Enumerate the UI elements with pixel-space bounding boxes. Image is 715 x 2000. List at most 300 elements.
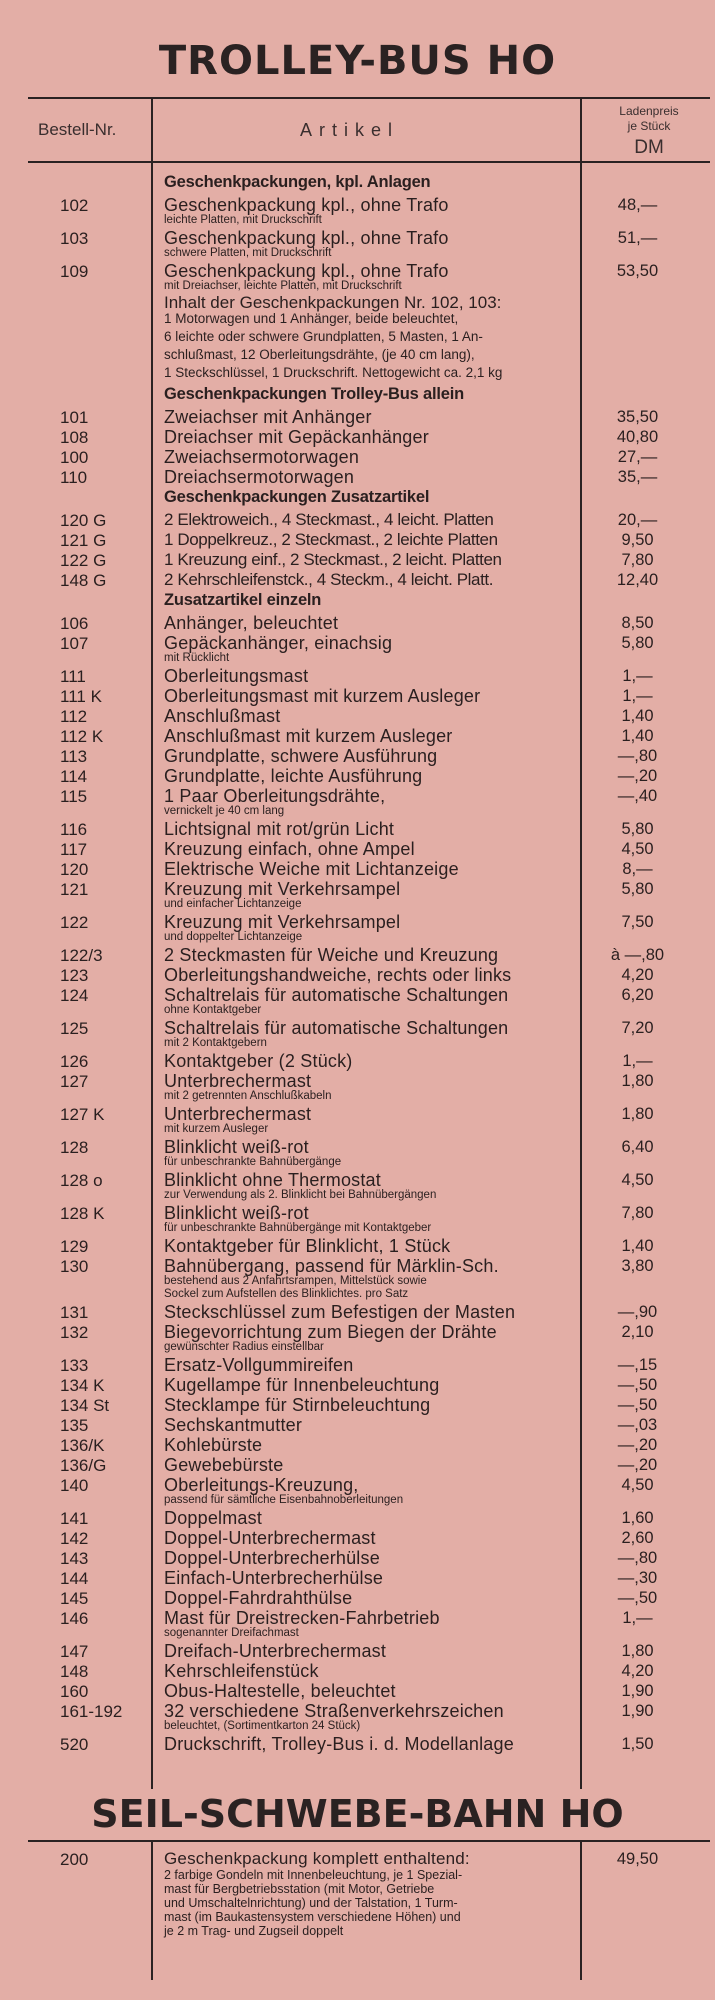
article-subtext-row [0, 1288, 715, 1301]
table-row [0, 1660, 715, 1680]
price: 8,50 [621, 614, 654, 632]
article-text: Sechskantmutter [164, 1415, 303, 1435]
article-subtext-row [0, 1627, 715, 1640]
article-subtext: Sockel zum Aufstellen des Blinklichtes. pro Satz [164, 1288, 409, 1300]
price: 1,— [622, 687, 653, 705]
article-subtext-row [0, 805, 715, 818]
table-row [0, 1474, 715, 1494]
article-subtext: gewünschter Radius einstellbar [164, 1341, 324, 1353]
order-number: 127 K [60, 1105, 105, 1124]
price: 4,20 [621, 1662, 654, 1680]
table-row [0, 1700, 715, 1720]
table-row [0, 1848, 715, 1868]
order-number: 141 [60, 1509, 89, 1528]
price: 1,— [622, 1052, 653, 1070]
table-row [0, 1255, 715, 1275]
order-number: 144 [60, 1569, 89, 1588]
price: 1,— [622, 667, 653, 685]
article-text: Biegevorrichtung zum Biegen der Drähte [164, 1322, 497, 1342]
order-number: 145 [60, 1589, 89, 1608]
table-row [0, 964, 715, 984]
table-row [0, 529, 715, 549]
order-number: 148 G [60, 571, 107, 590]
price: —,80 [617, 747, 658, 765]
table-row [0, 446, 715, 466]
article-text: Doppel-Unterbrechermast [164, 1528, 376, 1548]
order-number: 115 [60, 787, 88, 806]
order-number: 125 [60, 1019, 89, 1038]
table-row [0, 1527, 715, 1547]
article-text: Oberleitungsmast mit kurzem Ausleger [164, 686, 481, 706]
price: —,50 [617, 1376, 658, 1394]
article-text: 2 Kehrschleifenstck., 4 Steckm., 4 leicht. Platt. [164, 570, 494, 589]
price: 1,80 [621, 1642, 654, 1660]
contents-note: 6 leichte oder schwere Grundplatten, 5 Masten, 1 An- [164, 329, 483, 344]
table-row [0, 1454, 715, 1474]
order-number: 135 [60, 1416, 89, 1435]
table-row [0, 1640, 715, 1660]
order-number: 124 [60, 986, 89, 1005]
article-subtext-row [0, 280, 715, 293]
table-row [0, 509, 715, 529]
article-text: Doppel-Unterbrecherhülse [164, 1548, 380, 1568]
article-subtext: mit 2 getrennten Anschlußkabeln [164, 1090, 332, 1102]
order-number: 146 [60, 1609, 89, 1628]
article-text: Dreiachsermotorwagen [164, 467, 355, 487]
article-text: 1 Kreuzung einf., 2 Steckmast., 2 leicht. Platten [164, 550, 502, 569]
header-artikel: Artikel [300, 120, 400, 140]
order-number: 134 K [60, 1376, 105, 1395]
article-text: Schaltrelais für automatische Schaltungen [164, 1018, 509, 1038]
price: —,20 [617, 1456, 658, 1474]
table-row [0, 818, 715, 838]
section-heading-row [0, 589, 715, 612]
order-number: 106 [60, 614, 89, 633]
table-row [0, 1567, 715, 1587]
header-price-line1: Ladenpreis [619, 104, 679, 118]
article-text: Oberleitungshandweiche, rechts oder links [164, 965, 512, 985]
table-row [0, 1136, 715, 1156]
price: 6,20 [621, 986, 654, 1004]
order-number: 120 [60, 860, 89, 879]
order-number: 131 [60, 1303, 89, 1322]
seil-description-row [0, 1896, 715, 1910]
contents-note-row [0, 311, 715, 329]
price: 7,50 [621, 913, 654, 931]
price: 4,50 [621, 1476, 654, 1494]
article-subtext-row [0, 1341, 715, 1354]
order-number: 136/K [60, 1436, 105, 1455]
seil-description-row [0, 1868, 715, 1882]
order-number: 148 [60, 1662, 89, 1681]
article-text: Oberleitungs-Kreuzung, [164, 1475, 359, 1495]
order-number: 129 [60, 1237, 89, 1256]
seil-description-row [0, 1924, 715, 1938]
order-number: 122 [60, 913, 89, 932]
price: 20,— [617, 511, 658, 529]
price: —,20 [617, 767, 658, 785]
seil-description-row [0, 1882, 715, 1896]
order-number: 128 o [60, 1171, 103, 1190]
price: 5,80 [621, 880, 654, 898]
article-text: Gewebebürste [164, 1455, 284, 1475]
order-number: 161-192 [60, 1702, 123, 1721]
article-subtext: sogenannter Dreifachmast [164, 1627, 299, 1639]
table-row [0, 1301, 715, 1321]
article-subtext: ohne Kontaktgeber [164, 1004, 262, 1016]
article-subtext-row [0, 1720, 715, 1733]
table-row [0, 1202, 715, 1222]
seil-description-line: je 2 m Trag- und Zugseil doppelt [164, 1924, 344, 1938]
article-subtext: mit Dreiachser, leichte Platten, mit Druckschrift [164, 280, 402, 292]
article-text: Mast für Dreistrecken-Fahrbetrieb [164, 1608, 440, 1628]
order-number: 128 K [60, 1204, 105, 1223]
price: 1,60 [621, 1509, 654, 1527]
table-row [0, 765, 715, 785]
article-subtext-row [0, 214, 715, 227]
table-row [0, 1607, 715, 1627]
price: 1,90 [621, 1702, 654, 1720]
order-number: 132 [60, 1323, 89, 1342]
article-text: Zweiachsermotorwagen [164, 447, 360, 467]
header-price-currency: DM [634, 137, 664, 158]
article-subtext: für unbeschrankte Bahnübergänge [164, 1156, 342, 1168]
price: 27,— [617, 448, 658, 466]
table-row [0, 1374, 715, 1394]
article-subtext-row [0, 898, 715, 911]
header-price-line2: je Stück [627, 119, 671, 133]
order-number: 120 G [60, 511, 107, 530]
price: 48,— [617, 196, 658, 214]
table-row [0, 785, 715, 805]
contents-note: 1 Steckschlüssel, 1 Druckschrift. Nettogewicht ca. 2,1 kg [164, 365, 503, 380]
order-number: 127 [60, 1072, 89, 1091]
table-row [0, 685, 715, 705]
order-number: 101 [60, 408, 89, 427]
contents-note: Inhalt der Geschenkpackungen Nr. 102, 103: [164, 293, 502, 312]
table-row [0, 1733, 715, 1753]
price: à —,80 [610, 946, 665, 964]
article-subtext: und einfacher Lichtanzeige [164, 898, 302, 910]
price: 53,50 [616, 262, 659, 280]
section-heading-row [0, 486, 715, 509]
price: 2,60 [621, 1529, 654, 1547]
article-text: Blinklicht weiß-rot [164, 1203, 309, 1223]
table-row [0, 1434, 715, 1454]
section-heading-row [0, 383, 715, 406]
article-text: Kreuzung mit Verkehrsampel [164, 912, 401, 932]
order-number: 128 [60, 1138, 89, 1157]
table-row [0, 194, 715, 214]
price: 12,40 [616, 571, 659, 589]
seil-description-row [0, 1910, 715, 1924]
section-title-seil-schwebe-bahn: SEIL-SCHWEBE-BAHN HO [91, 1792, 624, 1836]
contents-note-row [0, 329, 715, 347]
article-subtext-row [0, 1004, 715, 1017]
price: 1,40 [621, 707, 654, 725]
price: 49,50 [616, 1850, 659, 1868]
price: 1,40 [621, 727, 654, 745]
article-text: 32 verschiedene Straßenverkehrszeichen [164, 1701, 504, 1721]
article-text: Druckschrift, Trolley-Bus i. d. Modellanlage [164, 1734, 514, 1754]
article-text: Gepäckanhänger, einachsig [164, 633, 393, 653]
article-text: Kreuzung einfach, ohne Ampel [164, 839, 415, 859]
order-number: 117 [60, 840, 88, 859]
article-text: Elektrische Weiche mit Lichtanzeige [164, 859, 459, 879]
price: —,40 [617, 787, 658, 805]
article-text: Kontaktgeber für Blinklicht, 1 Stück [164, 1236, 451, 1256]
seil-block [0, 1848, 715, 1938]
table-row [0, 426, 715, 446]
price: —,30 [617, 1569, 658, 1587]
price: —,15 [617, 1356, 658, 1374]
article-text: Dreifach-Unterbrechermast [164, 1641, 387, 1661]
article-text: Grundplatte, leichte Ausführung [164, 766, 423, 786]
price: 35,50 [616, 408, 659, 426]
contents-note-row [0, 347, 715, 365]
order-number: 114 [60, 767, 88, 786]
price: 4,20 [621, 966, 654, 984]
price: 7,80 [621, 551, 654, 569]
seil-description [0, 1868, 715, 1938]
order-number: 134 St [60, 1396, 110, 1415]
price: —,90 [617, 1303, 658, 1321]
article-text: Ersatz-Vollgummireifen [164, 1355, 354, 1375]
table-row [0, 1394, 715, 1414]
order-number: 102 [60, 196, 89, 215]
article-text: Geschenkpackung kpl., ohne Trafo [164, 228, 449, 248]
order-number: 121 G [60, 531, 107, 550]
table-row [0, 1680, 715, 1700]
article-text: Anschlußmast mit kurzem Ausleger [164, 726, 453, 746]
table-row [0, 984, 715, 1004]
order-number: 123 [60, 966, 89, 985]
table-row [0, 838, 715, 858]
article-subtext: mit Rücklicht [164, 652, 230, 664]
seil-table-top-rule [28, 1840, 710, 1842]
table-row [0, 1321, 715, 1341]
article-text: 1 Paar Oberleitungsdrähte, [164, 786, 386, 806]
article-text: Kohlebürste [164, 1435, 263, 1455]
page-title: TROLLEY-BUS HO [158, 38, 557, 84]
seil-description-line: 2 farbige Gondeln mit Innenbeleuchtung, je 1 Spezial- [164, 1868, 463, 1882]
article-text: Anschlußmast [164, 706, 281, 726]
order-number: 113 [60, 747, 88, 766]
price: 1,40 [621, 1237, 654, 1255]
table-row [0, 1507, 715, 1527]
table-row [0, 665, 715, 685]
article-text: Oberleitungsmast [164, 666, 309, 686]
order-number: 109 [60, 262, 89, 281]
price: 7,80 [621, 1204, 654, 1222]
order-number: 143 [60, 1549, 89, 1568]
price: —,50 [617, 1589, 658, 1607]
article-text: 2 Elektroweich., 4 Steckmast., 4 leicht. Platten [164, 510, 494, 529]
section-heading: Geschenkpackungen Zusatzartikel [164, 488, 430, 506]
section-heading: Geschenkpackungen, kpl. Anlagen [164, 173, 431, 191]
article-subtext-row [0, 1494, 715, 1507]
price: 1,50 [621, 1735, 654, 1753]
article-subtext: schwere Platten, mit Druckschrift [164, 247, 332, 259]
price: 5,80 [621, 820, 654, 838]
article-subtext-row [0, 1123, 715, 1136]
article-subtext: mit 2 Kontaktgebern [164, 1037, 267, 1049]
table-row [0, 878, 715, 898]
table-row [0, 1414, 715, 1434]
table-row [0, 858, 715, 878]
article-text: Kreuzung mit Verkehrsampel [164, 879, 401, 899]
section-heading: Geschenkpackungen Trolley-Bus allein [164, 385, 464, 403]
order-number: 108 [60, 428, 89, 447]
article-text: Kehrschleifenstück [164, 1661, 319, 1681]
article-text: 1 Doppelkreuz., 2 Steckmast., 2 leichte Platten [164, 530, 498, 549]
article-subtext: für unbeschrankte Bahnübergänge mit Kontaktgeber [164, 1222, 432, 1234]
table-row [0, 1050, 715, 1070]
table-row [0, 632, 715, 652]
price: —,50 [617, 1396, 658, 1414]
price: 51,— [617, 229, 658, 247]
order-number: 200 [60, 1850, 89, 1869]
order-number: 110 [60, 468, 88, 487]
article-text: Kugellampe für Innenbeleuchtung [164, 1375, 440, 1395]
order-number: 136/G [60, 1456, 107, 1475]
order-number: 100 [60, 448, 89, 467]
table-top-rule [28, 97, 710, 99]
table-row [0, 944, 715, 964]
article-subtext-row [0, 1037, 715, 1050]
price: 3,80 [621, 1257, 654, 1275]
order-number: 147 [60, 1642, 89, 1661]
table-row [0, 1169, 715, 1189]
header-bestell-nr: Bestell-Nr. [38, 120, 117, 139]
article-text: Anhänger, beleuchtet [164, 613, 339, 633]
price-list [0, 171, 715, 1753]
table-row [0, 406, 715, 426]
table-row [0, 1354, 715, 1374]
article-text: Unterbrechermast [164, 1071, 312, 1091]
article-text: Bahnübergang, passend für Märklin-Sch. [164, 1256, 499, 1276]
order-number: 130 [60, 1257, 89, 1276]
article-subtext: bestehend aus 2 Anfahrtsrampen, Mittelstück sowie [164, 1275, 427, 1287]
article-subtext: mit kurzem Ausleger [164, 1123, 269, 1135]
article-text: Zweiachser mit Anhänger [164, 407, 372, 427]
order-number: 142 [60, 1529, 89, 1548]
table-row [0, 911, 715, 931]
order-number: 133 [60, 1356, 89, 1375]
price: 4,50 [621, 840, 654, 858]
article-subtext-row [0, 1156, 715, 1169]
article-text: Stecklampe für Stirnbeleuchtung [164, 1395, 431, 1415]
price: 6,40 [621, 1138, 654, 1156]
article-text: Einfach-Unterbrecherhülse [164, 1568, 384, 1588]
price: 8,— [622, 860, 653, 878]
price: —,03 [617, 1416, 658, 1434]
article-subtext: und doppelter Lichtanzeige [164, 931, 303, 943]
table-row [0, 1235, 715, 1255]
order-number: 121 [60, 880, 89, 899]
article-text: Blinklicht weiß-rot [164, 1137, 309, 1157]
article-text: Steckschlüssel zum Befestigen der Masten [164, 1302, 516, 1322]
price: 7,20 [621, 1019, 654, 1037]
article-text: Kontaktgeber (2 Stück) [164, 1051, 353, 1071]
article-text: Doppelmast [164, 1508, 263, 1528]
article-subtext-row [0, 1222, 715, 1235]
order-number: 116 [60, 820, 88, 839]
price: —,20 [617, 1436, 658, 1454]
price: 1,90 [621, 1682, 654, 1700]
article-text: Schaltrelais für automatische Schaltungen [164, 985, 509, 1005]
price: 35,— [617, 468, 658, 486]
contents-note-row [0, 293, 715, 311]
article-subtext: leichte Platten, mit Druckschrift [164, 214, 322, 226]
table-row [0, 227, 715, 247]
article-text: 2 Steckmasten für Weiche und Kreuzung [164, 945, 499, 965]
seil-description-line: mast für Bergbetriebsstation (mit Motor, Getriebe [164, 1882, 435, 1896]
price: 5,80 [621, 634, 654, 652]
table-row [0, 725, 715, 745]
order-number: 122/3 [60, 946, 103, 965]
table-row [0, 569, 715, 589]
table-row [0, 1103, 715, 1123]
article-text: Dreiachser mit Gepäckanhänger [164, 427, 429, 447]
order-number: 103 [60, 229, 89, 248]
table-row [0, 1017, 715, 1037]
article-text: Unterbrechermast [164, 1104, 312, 1124]
price: 40,80 [616, 428, 659, 446]
article-subtext-row [0, 652, 715, 665]
article-subtext: zur Verwendung als 2. Blinklicht bei Bahnübergängen [164, 1189, 437, 1201]
article-subtext-row [0, 247, 715, 260]
article-text: Geschenkpackung komplett enthaltend: [164, 1849, 470, 1868]
table-row [0, 745, 715, 765]
order-number: 520 [60, 1735, 89, 1754]
article-text: Doppel-Fahrdrahthülse [164, 1588, 353, 1608]
order-number: 126 [60, 1052, 89, 1071]
order-number: 122 G [60, 551, 107, 570]
table-row [0, 549, 715, 569]
price: 2,10 [621, 1323, 654, 1341]
price: 1,— [622, 1609, 653, 1627]
article-subtext: vernickelt je 40 cm lang [164, 805, 285, 817]
price: 1,80 [621, 1072, 654, 1090]
seil-description-line: mast (im Baukastensystem verschiedene Höhen) und [164, 1910, 461, 1924]
price: 1,80 [621, 1105, 654, 1123]
table-row [0, 260, 715, 280]
price: —,80 [617, 1549, 658, 1567]
order-number: 107 [60, 634, 89, 653]
order-number: 160 [60, 1682, 89, 1701]
article-text: Obus-Haltestelle, beleuchtet [164, 1681, 396, 1701]
article-text: Lichtsignal mit rot/grün Licht [164, 819, 395, 839]
price: 4,50 [621, 1171, 654, 1189]
price: 9,50 [621, 531, 654, 549]
article-text: Blinklicht ohne Thermostat [164, 1170, 381, 1190]
order-number: 112 [60, 707, 88, 726]
order-number: 111 [60, 667, 86, 686]
header-bottom-rule [28, 161, 710, 163]
table-row [0, 612, 715, 632]
article-subtext-row [0, 1275, 715, 1288]
article-subtext: beleuchtet, (Sortimentkarton 24 Stück) [164, 1720, 361, 1732]
article-subtext-row [0, 1189, 715, 1202]
section-heading: Zusatzartikel einzeln [164, 591, 322, 609]
contents-note: schlußmast, 12 Oberleitungsdrähte, (je 40 cm lang), [164, 347, 475, 362]
article-subtext-row [0, 1090, 715, 1103]
order-number: 111 K [60, 687, 102, 706]
article-text: Geschenkpackung kpl., ohne Trafo [164, 195, 449, 215]
order-number: 140 [60, 1476, 89, 1495]
article-subtext: passend für sämtliche Eisenbahnoberleitungen [164, 1494, 404, 1506]
